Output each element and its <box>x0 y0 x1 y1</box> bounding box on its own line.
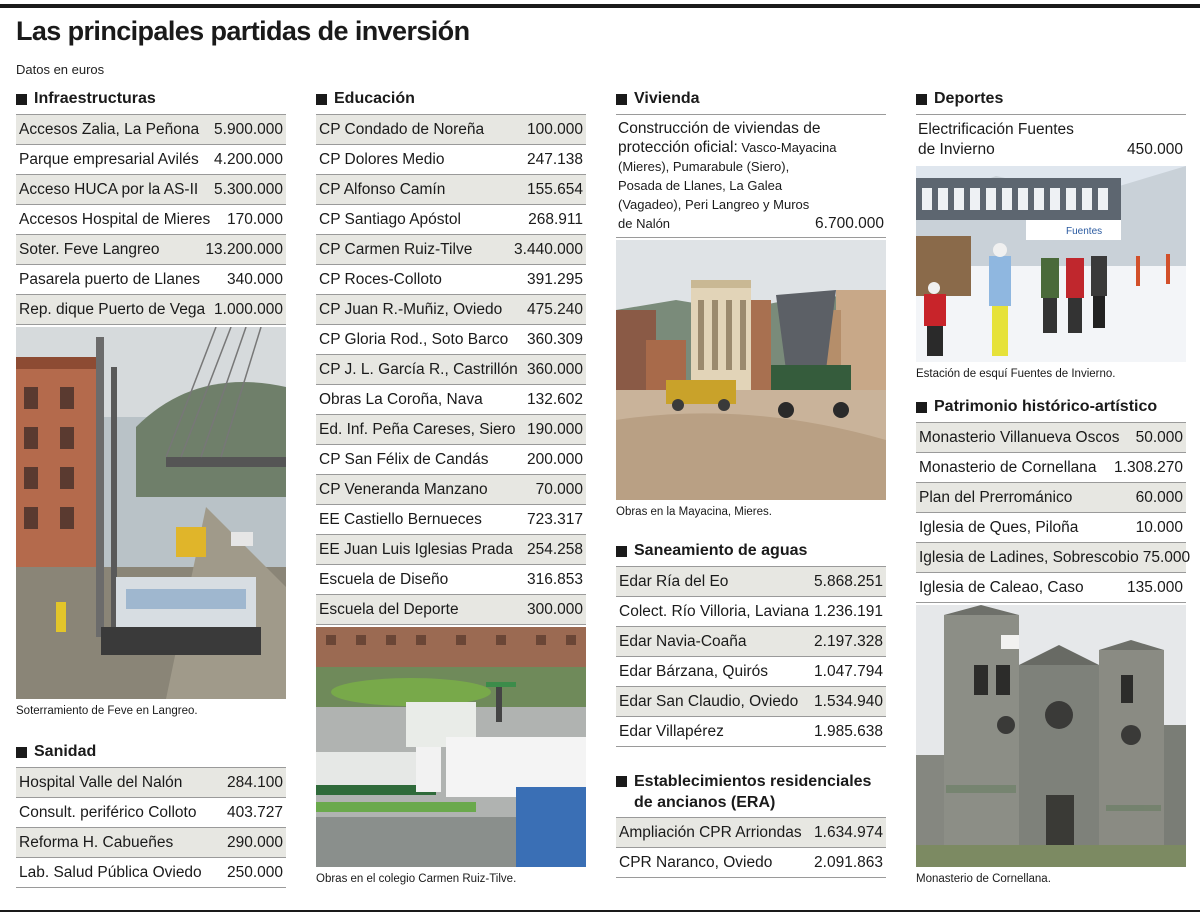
square-bullet-icon <box>16 94 27 105</box>
table-row <box>616 597 886 627</box>
section-title: de ancianos (ERA) <box>634 794 776 811</box>
section-title: Deportes <box>934 90 1004 107</box>
row-value: 268.911 <box>528 210 583 228</box>
row-value: 1.534.940 <box>814 692 883 710</box>
row-label: Consult. periférico Colloto <box>19 803 197 821</box>
row-label: Monasterio de Cornellana <box>919 458 1097 476</box>
row-value: 316.853 <box>526 570 583 588</box>
table-row <box>916 453 1186 483</box>
square-bullet-icon <box>316 94 327 105</box>
table-row <box>316 205 586 235</box>
section-header-educacion <box>316 88 586 110</box>
table-row <box>916 543 1191 573</box>
column-2 <box>316 88 586 885</box>
row-label: Accesos Zalia, La Peñona <box>19 120 200 138</box>
row-value: 1.308.270 <box>1114 458 1183 476</box>
table-row <box>16 175 286 205</box>
row-value: 290.000 <box>226 833 283 851</box>
row-value: 403.727 <box>226 803 283 821</box>
row-value: 10.000 <box>1135 518 1183 536</box>
row-value: 1.000.000 <box>214 300 283 318</box>
row-label: Soter. Feve Langreo <box>19 240 160 258</box>
row-label: CP Dolores Medio <box>319 150 445 168</box>
row-value: 391.295 <box>526 270 583 288</box>
section-header-patrimonio <box>916 396 1186 418</box>
row-label: CP Gloria Rod., Soto Barco <box>319 330 509 348</box>
row-value: 5.868.251 <box>814 572 883 590</box>
section-header-sanidad <box>16 741 286 763</box>
table-row <box>316 475 586 505</box>
row-value: 13.200.000 <box>205 240 283 258</box>
table-row <box>916 513 1186 543</box>
table-row <box>316 355 586 385</box>
table-row <box>316 445 586 475</box>
table-row <box>316 325 586 355</box>
row-label: CP Santiago Apóstol <box>319 210 461 228</box>
infraestructuras-table <box>16 114 286 325</box>
row-label: Colect. Río Villoria, Laviana <box>619 602 810 620</box>
row-label: Parque empresarial Avilés <box>19 150 199 168</box>
table-row <box>16 235 286 265</box>
row-value: 5.300.000 <box>214 180 283 198</box>
photo-mayacina-mieres <box>616 240 886 500</box>
square-bullet-icon <box>616 546 627 557</box>
table-row <box>316 595 586 625</box>
row-value: 50.000 <box>1135 428 1183 446</box>
patrimonio-table <box>916 422 1191 603</box>
row-value: 2.197.328 <box>814 632 883 650</box>
saneamiento-table <box>616 566 886 747</box>
row-value: 1.634.974 <box>814 823 883 841</box>
top-rule <box>0 4 1200 8</box>
column-3 <box>616 88 886 878</box>
row-label: Escuela de Diseño <box>319 570 449 588</box>
table-row <box>916 573 1186 603</box>
section-title: Vivienda <box>634 90 700 107</box>
table-row <box>16 205 286 235</box>
square-bullet-icon <box>616 94 627 105</box>
row-label: CP San Félix de Candás <box>319 450 489 468</box>
row-label: Edar Navia-Coaña <box>619 632 747 650</box>
table-row <box>316 505 586 535</box>
row-value: 75.000 <box>1142 548 1191 566</box>
photo-monasterio-cornellana <box>916 605 1186 867</box>
row-label: Obras La Coroña, Nava <box>319 390 483 408</box>
table-row <box>316 535 586 565</box>
vivienda-line-small: Vasco-Mayacina <box>737 140 837 155</box>
row-label: Reforma H. Cabueñes <box>19 833 174 851</box>
vivienda-line: (Vagadeo), Peri Langreo y Muros <box>618 197 810 212</box>
row-label: Monasterio Villanueva Oscos <box>919 428 1120 446</box>
row-label: Hospital Valle del Nalón <box>19 773 183 791</box>
deportes-line: Electrificación Fuentes <box>918 121 1074 138</box>
table-row <box>16 768 286 798</box>
table-row <box>616 717 886 747</box>
photo-caption: Monasterio de Cornellana. <box>916 873 1051 885</box>
section-header-era <box>616 771 886 813</box>
square-bullet-icon <box>616 776 627 787</box>
row-label: Iglesia de Caleao, Caso <box>919 578 1084 596</box>
column-4 <box>916 88 1191 885</box>
vivienda-line: Construcción de viviendas de <box>618 120 821 137</box>
row-value: 1.985.638 <box>814 722 883 740</box>
table-row <box>316 235 586 265</box>
row-value: 60.000 <box>1135 488 1183 506</box>
table-row <box>16 115 286 145</box>
table-row <box>16 295 286 325</box>
row-label: CP Alfonso Camín <box>319 180 446 198</box>
row-label: EE Juan Luis Iglesias Prada <box>319 540 513 558</box>
section-header-saneamiento <box>616 540 886 562</box>
vivienda-line: Posada de Llanes, La Galea <box>618 178 783 193</box>
deportes-line: de Invierno <box>918 141 995 158</box>
row-value: 70.000 <box>535 480 583 498</box>
row-label: Pasarela puerto de Llanes <box>19 270 200 288</box>
vivienda-value: 6.700.000 <box>815 215 884 232</box>
row-label: Acceso HUCA por la AS-II <box>19 180 199 198</box>
vivienda-line: de Nalón <box>618 216 671 231</box>
row-label: CP Roces-Colloto <box>319 270 442 288</box>
row-label: CP Veneranda Manzano <box>319 480 488 498</box>
section-header-deportes <box>916 88 1186 110</box>
table-row <box>916 423 1186 453</box>
section-title: Sanidad <box>34 743 97 760</box>
table-row <box>316 175 586 205</box>
row-label: Edar Ría del Eo <box>619 572 729 590</box>
educacion-table <box>316 114 586 625</box>
table-row <box>616 848 886 878</box>
deportes-value: 450.000 <box>1126 141 1183 158</box>
photo-caption: Obras en el colegio Carmen Ruiz-Tilve. <box>316 873 517 885</box>
row-value: 135.000 <box>1126 578 1183 596</box>
table-row <box>316 145 586 175</box>
section-header-infraestructuras <box>16 88 286 110</box>
table-row <box>16 145 286 175</box>
row-value: 3.440.000 <box>514 240 583 258</box>
row-label: EE Castiello Bernueces <box>319 510 482 528</box>
section-title: Saneamiento de aguas <box>634 542 808 559</box>
deportes-entry <box>916 114 1186 164</box>
row-value: 5.900.000 <box>214 120 283 138</box>
row-label: Lab. Salud Pública Oviedo <box>19 863 202 881</box>
table-row <box>316 385 586 415</box>
row-label: Ed. Inf. Peña Careses, Siero <box>319 420 516 438</box>
row-value: 254.258 <box>526 540 583 558</box>
vivienda-line: protección oficial: <box>618 139 738 156</box>
row-label: CP Carmen Ruiz-Tilve <box>319 240 473 258</box>
square-bullet-icon <box>916 402 927 413</box>
table-row <box>16 858 286 888</box>
table-row <box>316 115 586 145</box>
row-value: 300.000 <box>526 600 583 618</box>
table-row <box>316 295 586 325</box>
row-value: 4.200.000 <box>214 150 283 168</box>
row-value: 475.240 <box>526 300 583 318</box>
photo-colegio-carmen-ruiz-tilve <box>316 627 586 867</box>
column-1 <box>16 88 286 888</box>
row-label: Accesos Hospital de Mieres <box>19 210 211 228</box>
row-value: 190.000 <box>526 420 583 438</box>
row-label: Escuela del Deporte <box>319 600 459 618</box>
row-value: 340.000 <box>226 270 283 288</box>
section-title: Patrimonio histórico-artístico <box>934 398 1158 415</box>
photo-caption: Obras en la Mayacina, Mieres. <box>616 506 772 518</box>
table-row <box>616 818 886 848</box>
table-row <box>916 483 1186 513</box>
section-header-vivienda <box>616 88 886 110</box>
table-row <box>616 687 886 717</box>
row-value: 1.047.794 <box>814 662 883 680</box>
table-row <box>616 627 886 657</box>
fuentes-sign: Fuentes <box>1066 226 1103 237</box>
row-value: 132.602 <box>526 390 583 408</box>
section-title: Establecimientos residenciales <box>634 773 872 790</box>
vivienda-line: (Mieres), Pumarabule (Siero), <box>618 159 790 174</box>
table-row <box>16 265 286 295</box>
row-label: Rep. dique Puerto de Vega <box>19 300 206 318</box>
table-row <box>16 798 286 828</box>
row-label: CPR Naranco, Oviedo <box>619 853 773 871</box>
row-label: Edar San Claudio, Oviedo <box>619 692 799 710</box>
row-label: Edar Bárzana, Quirós <box>619 662 769 680</box>
page-title: Las principales partidas de inversión <box>16 16 470 46</box>
table-row <box>616 567 886 597</box>
row-label: CP Condado de Noreña <box>319 120 485 138</box>
bottom-rule <box>0 910 1200 912</box>
row-value: 170.000 <box>226 210 283 228</box>
row-value: 360.309 <box>526 330 583 348</box>
row-label: Iglesia de Ques, Piloña <box>919 518 1079 536</box>
row-value: 1.236.191 <box>814 602 883 620</box>
table-row <box>316 415 586 445</box>
row-value: 360.000 <box>526 360 583 378</box>
row-value: 155.654 <box>526 180 583 198</box>
photo-caption: Estación de esquí Fuentes de Invierno. <box>916 368 1116 380</box>
row-label: CP J. L. García R., Castrillón <box>319 360 518 378</box>
row-value: 723.317 <box>526 510 583 528</box>
row-label: Plan del Prerrománico <box>919 488 1073 506</box>
row-value: 284.100 <box>226 773 283 791</box>
row-value: 2.091.863 <box>814 853 883 871</box>
table-row <box>316 265 586 295</box>
page-subtitle: Datos en euros <box>16 62 105 77</box>
photo-fuentes-de-invierno <box>916 166 1186 362</box>
row-label: Iglesia de Ladines, Sobrescobio <box>919 548 1139 566</box>
row-label: Ampliación CPR Arriondas <box>619 823 802 841</box>
section-title: Educación <box>334 90 415 107</box>
table-row <box>16 828 286 858</box>
row-value: 100.000 <box>526 120 583 138</box>
table-row <box>316 565 586 595</box>
row-value: 250.000 <box>226 863 283 881</box>
photo-feve-langreo <box>16 327 286 699</box>
square-bullet-icon <box>16 747 27 758</box>
section-title: Infraestructuras <box>34 90 156 107</box>
vivienda-entry <box>616 114 886 238</box>
sanidad-table <box>16 767 286 888</box>
row-value: 200.000 <box>526 450 583 468</box>
row-label: Edar Villapérez <box>619 722 724 740</box>
era-table <box>616 817 886 878</box>
table-row <box>616 657 886 687</box>
row-label: CP Juan R.-Muñiz, Oviedo <box>319 300 503 318</box>
row-value: 247.138 <box>526 150 583 168</box>
square-bullet-icon <box>916 94 927 105</box>
photo-caption: Soterramiento de Feve en Langreo. <box>16 705 198 717</box>
